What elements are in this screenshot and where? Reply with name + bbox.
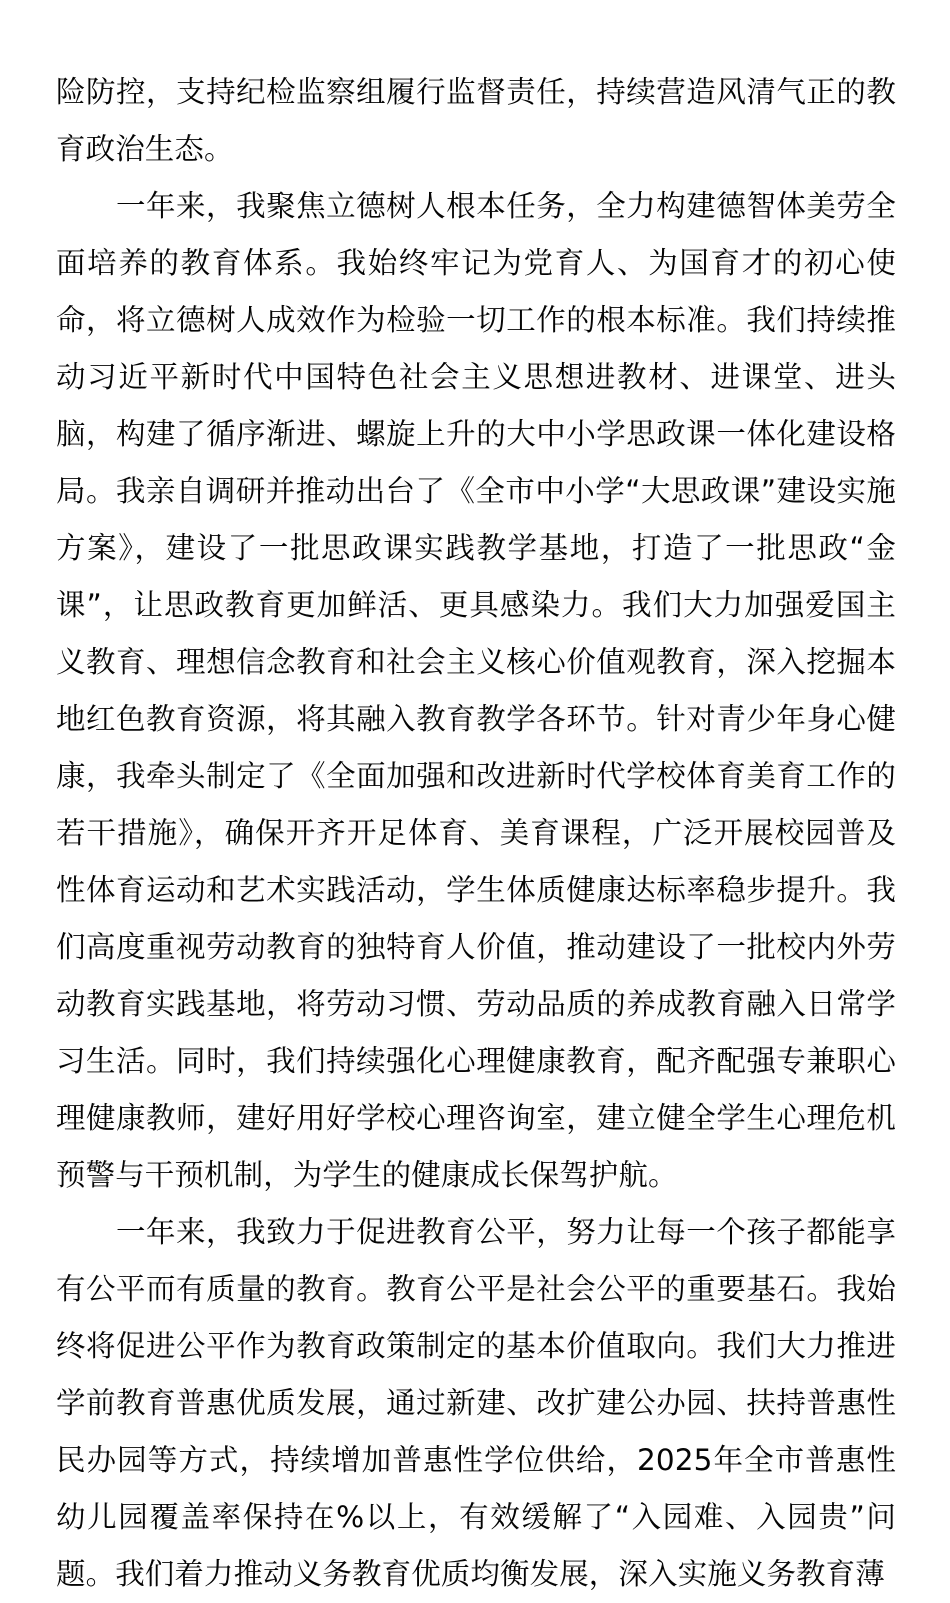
paragraph-continuation: 险防控，支持纪检监察组履行监督责任，持续营造风清气正的教育政治生态。 [56,75,896,166]
document-text-body [56,64,896,1603]
paragraph-moral-education: 一年来，我聚焦立德树人根本任务，全力构建德智体美劳全面培养的教育体系。我始终牢记为党育人、为国育才的初心使命，将立德树人成效作为检验一切工作的根本标准。我们持续推动习近平新时代中国特色社会主义思想进教材、进课堂、进头脑，构建了循序渐进、螺旋上升的大中小学思政课一体化建设格局。我亲自调研并推动出台了《全市中小学“大思政课”建设实施方案》，建设了一批思政课实践教学基地，打造了一批思政“金课”，让思政教育更加鲜活、更具感染力。我们大力加强爱国主义教育、理想信念教育和社会主义核心价值观教育，深入挖掘本地红色教育资源，将其融入教育教学各环节。针对青少年身心健康，我牵头制定了《全面加强和改进新时代学校体育美育工作的若干措施》，确保开齐开足体育、美育课程，广泛开展校园普及性体育运动和艺术实践活动，学生体质健康达标率稳步提升。我们高度重视劳动教育的独特育人价值，推动建设了一批校内外劳动教育实践基地，将劳动习惯、劳动品质的养成教育融入日常学习生活。同时，我们持续强化心理健康教育，配齐配强专兼职心理健康教师，建好用好学校心理咨询室，建立健全学生心理危机预警与干预机制，为学生的健康成长保驾护航。 [56,189,896,1192]
paragraph-education-equity: 一年来，我致力于促进教育公平，努力让每一个孩子都能享有公平而有质量的教育。教育公平是社会公平的重要基石。我始终将促进公平作为教育政策制定的基本价值取向。我们大力推进学前教育普惠优质发展，通过新建、改扩建公办园、扶持普惠性民办园等方式，持续增加普惠性学位供给，2025年全市普惠性幼儿园覆盖率保持在%以上，有效缓解了“入园难、入园贵”问题。我们着力推动义务教育优质均衡发展，深入实施义务教育薄 [56,1215,896,1591]
